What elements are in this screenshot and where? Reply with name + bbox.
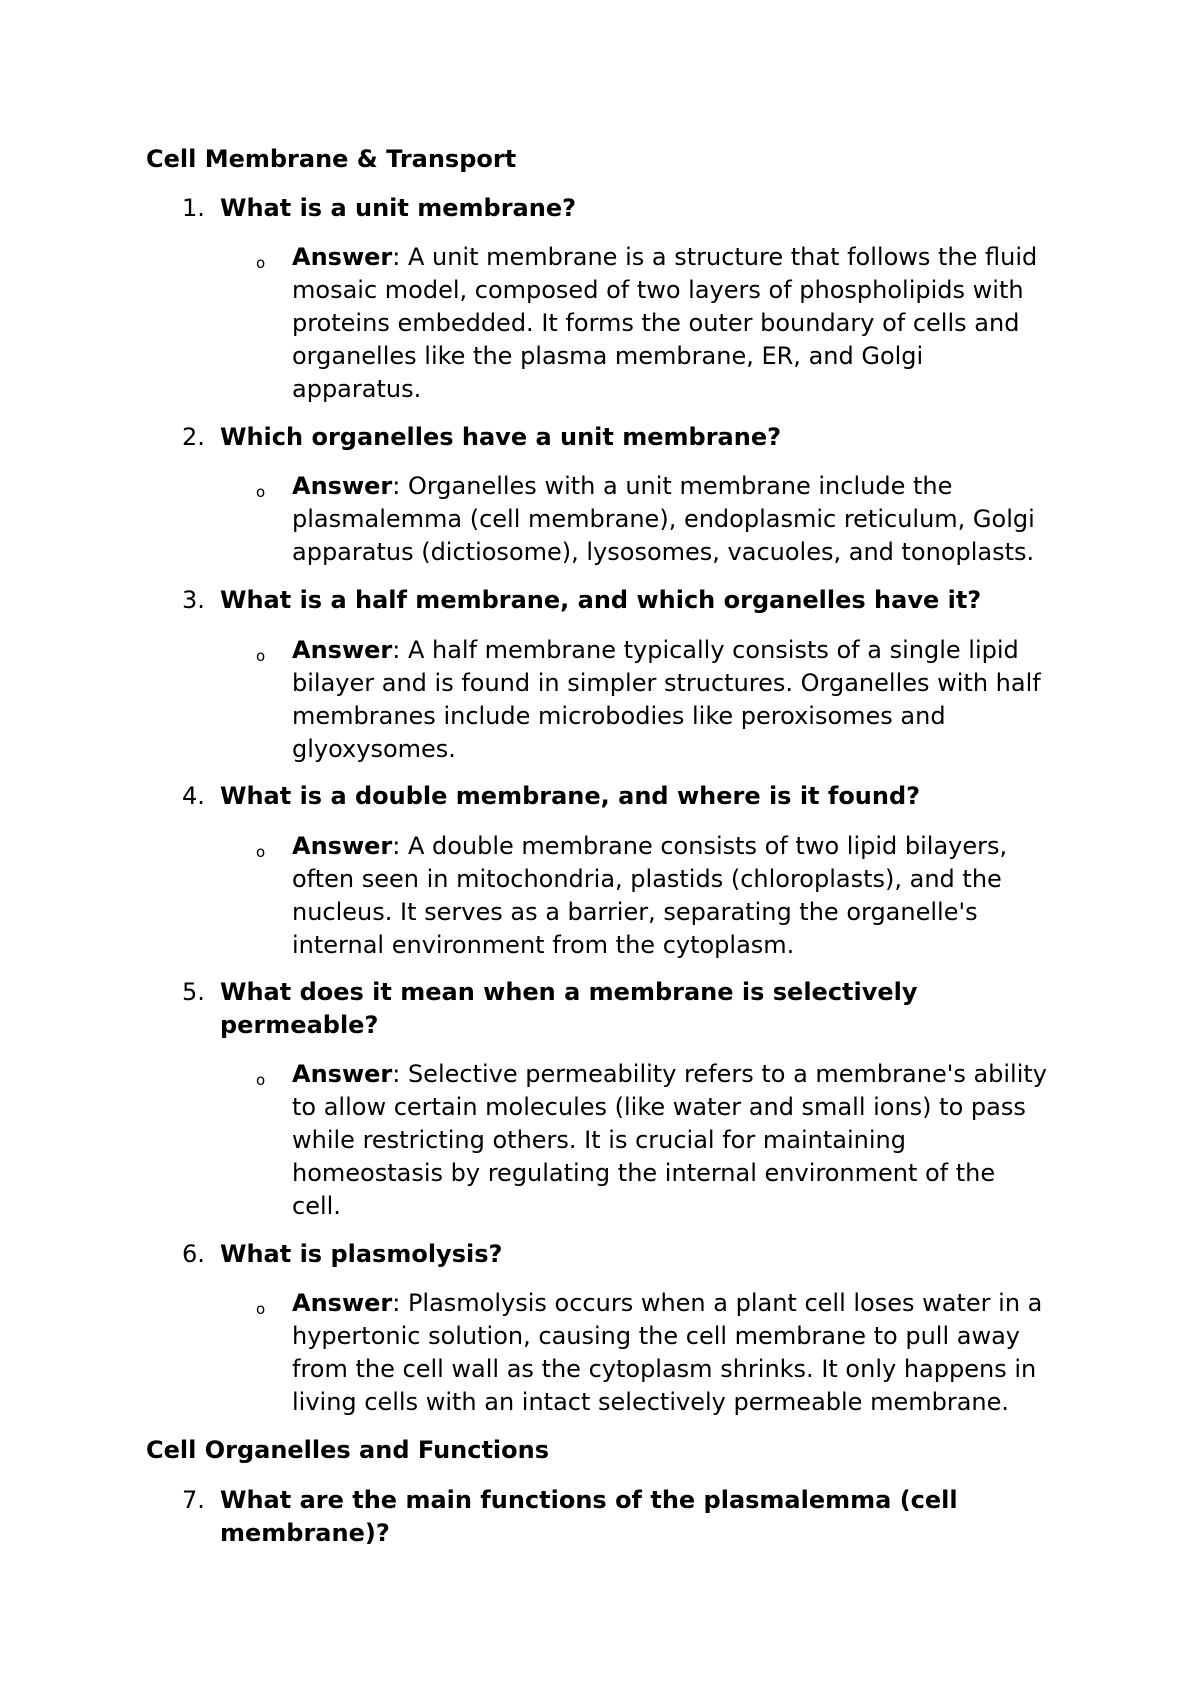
circle-bullet-icon: o	[256, 1300, 266, 1318]
answer-label: Answer	[292, 1289, 393, 1317]
question-number: 5.	[182, 978, 205, 1006]
question-line: membrane)?	[220, 1519, 390, 1547]
answer-line	[292, 1287, 1092, 1320]
circle-bullet-icon: o	[256, 647, 266, 665]
question-text	[220, 780, 1090, 813]
answer-line: from the cell wall as the cytoplasm shrinks. It only happens in	[292, 1355, 1037, 1383]
section-title: Cell Membrane & Transport	[146, 145, 517, 173]
answer-line: bilayer and is found in simpler structures. Organelles with half	[292, 669, 1041, 697]
circle-bullet-icon: o	[256, 254, 266, 272]
question-line: What is a unit membrane?	[220, 194, 577, 222]
answer-line-text: : A unit membrane is a structure that follows the fluid	[392, 243, 1038, 271]
question-line: What is a half membrane, and which organelles have it?	[220, 586, 982, 614]
answer-text	[292, 241, 1092, 406]
answer-line: apparatus.	[292, 375, 422, 403]
answer-line: living cells with an intact selectively permeable membrane.	[292, 1388, 1010, 1416]
answer-line: hypertonic solution, causing the cell membrane to pull away	[292, 1322, 1020, 1350]
question-text	[220, 192, 1090, 225]
answer-label: Answer	[292, 243, 393, 271]
answer-line-text: : A half membrane typically consists of a single lipid	[392, 636, 1019, 664]
answer-label: Answer	[292, 832, 393, 860]
circle-bullet-icon: o	[256, 843, 266, 861]
question-line: What are the main functions of the plasmalemma (cell	[220, 1486, 958, 1514]
question-number: 4.	[182, 782, 205, 810]
answer-line: internal environment from the cytoplasm.	[292, 931, 795, 959]
question-line: Which organelles have a unit membrane?	[220, 423, 782, 451]
answer-line: glyoxysomes.	[292, 735, 456, 763]
answer-text	[292, 1287, 1092, 1419]
circle-bullet-icon: o	[256, 1071, 266, 1089]
answer-line: apparatus (dictiosome), lysosomes, vacuoles, and tonoplasts.	[292, 538, 1035, 566]
question-line: What is a double membrane, and where is it found?	[220, 782, 921, 810]
answer-line: often seen in mitochondria, plastids (chloroplasts), and the	[292, 865, 1002, 893]
question-line: What is plasmolysis?	[220, 1240, 503, 1268]
circle-bullet-icon: o	[256, 483, 266, 501]
answer-text	[292, 634, 1092, 766]
answer-label: Answer	[292, 472, 393, 500]
answer-line: mosaic model, composed of two layers of phospholipids with	[292, 276, 1024, 304]
question-number: 7.	[182, 1486, 205, 1514]
question-line: What does it mean when a membrane is selectively	[220, 978, 918, 1006]
answer-text	[292, 1058, 1092, 1223]
question-text	[220, 1238, 1090, 1271]
answer-line-text: : Selective permeability refers to a membrane's ability	[392, 1060, 1048, 1088]
answer-line-text: : A double membrane consists of two lipid bilayers,	[392, 832, 1008, 860]
answer-line-text: : Organelles with a unit membrane include the	[392, 472, 953, 500]
question-text	[220, 976, 1090, 1042]
question-text	[220, 1484, 1090, 1550]
answer-line: organelles like the plasma membrane, ER, and Golgi	[292, 342, 924, 370]
answer-line-text: : Plasmolysis occurs when a plant cell loses water in a	[392, 1289, 1043, 1317]
answer-line: membranes include microbodies like peroxisomes and	[292, 702, 946, 730]
question-number: 1.	[182, 194, 205, 222]
question-text	[220, 584, 1090, 617]
answer-text	[292, 470, 1092, 569]
section-title: Cell Organelles and Functions	[146, 1436, 550, 1464]
answer-line: cell.	[292, 1192, 341, 1220]
question-text	[220, 421, 1090, 454]
question-line: permeable?	[220, 1011, 379, 1039]
answer-line: to allow certain molecules (like water and small ions) to pass	[292, 1093, 1026, 1121]
question-number: 3.	[182, 586, 205, 614]
answer-text	[292, 830, 1092, 962]
answer-line	[292, 830, 1092, 863]
answer-line	[292, 1058, 1092, 1091]
question-number: 6.	[182, 1240, 205, 1268]
answer-line	[292, 241, 1092, 274]
answer-label: Answer	[292, 1060, 393, 1088]
answer-line: nucleus. It serves as a barrier, separating the organelle's	[292, 898, 978, 926]
answer-label: Answer	[292, 636, 393, 664]
answer-line: plasmalemma (cell membrane), endoplasmic reticulum, Golgi	[292, 505, 1035, 533]
answer-line	[292, 634, 1092, 667]
answer-line: while restricting others. It is crucial for maintaining	[292, 1126, 906, 1154]
answer-line: proteins embedded. It forms the outer boundary of cells and	[292, 309, 1020, 337]
answer-line	[292, 470, 1092, 503]
question-number: 2.	[182, 423, 205, 451]
answer-line: homeostasis by regulating the internal environment of the	[292, 1159, 996, 1187]
